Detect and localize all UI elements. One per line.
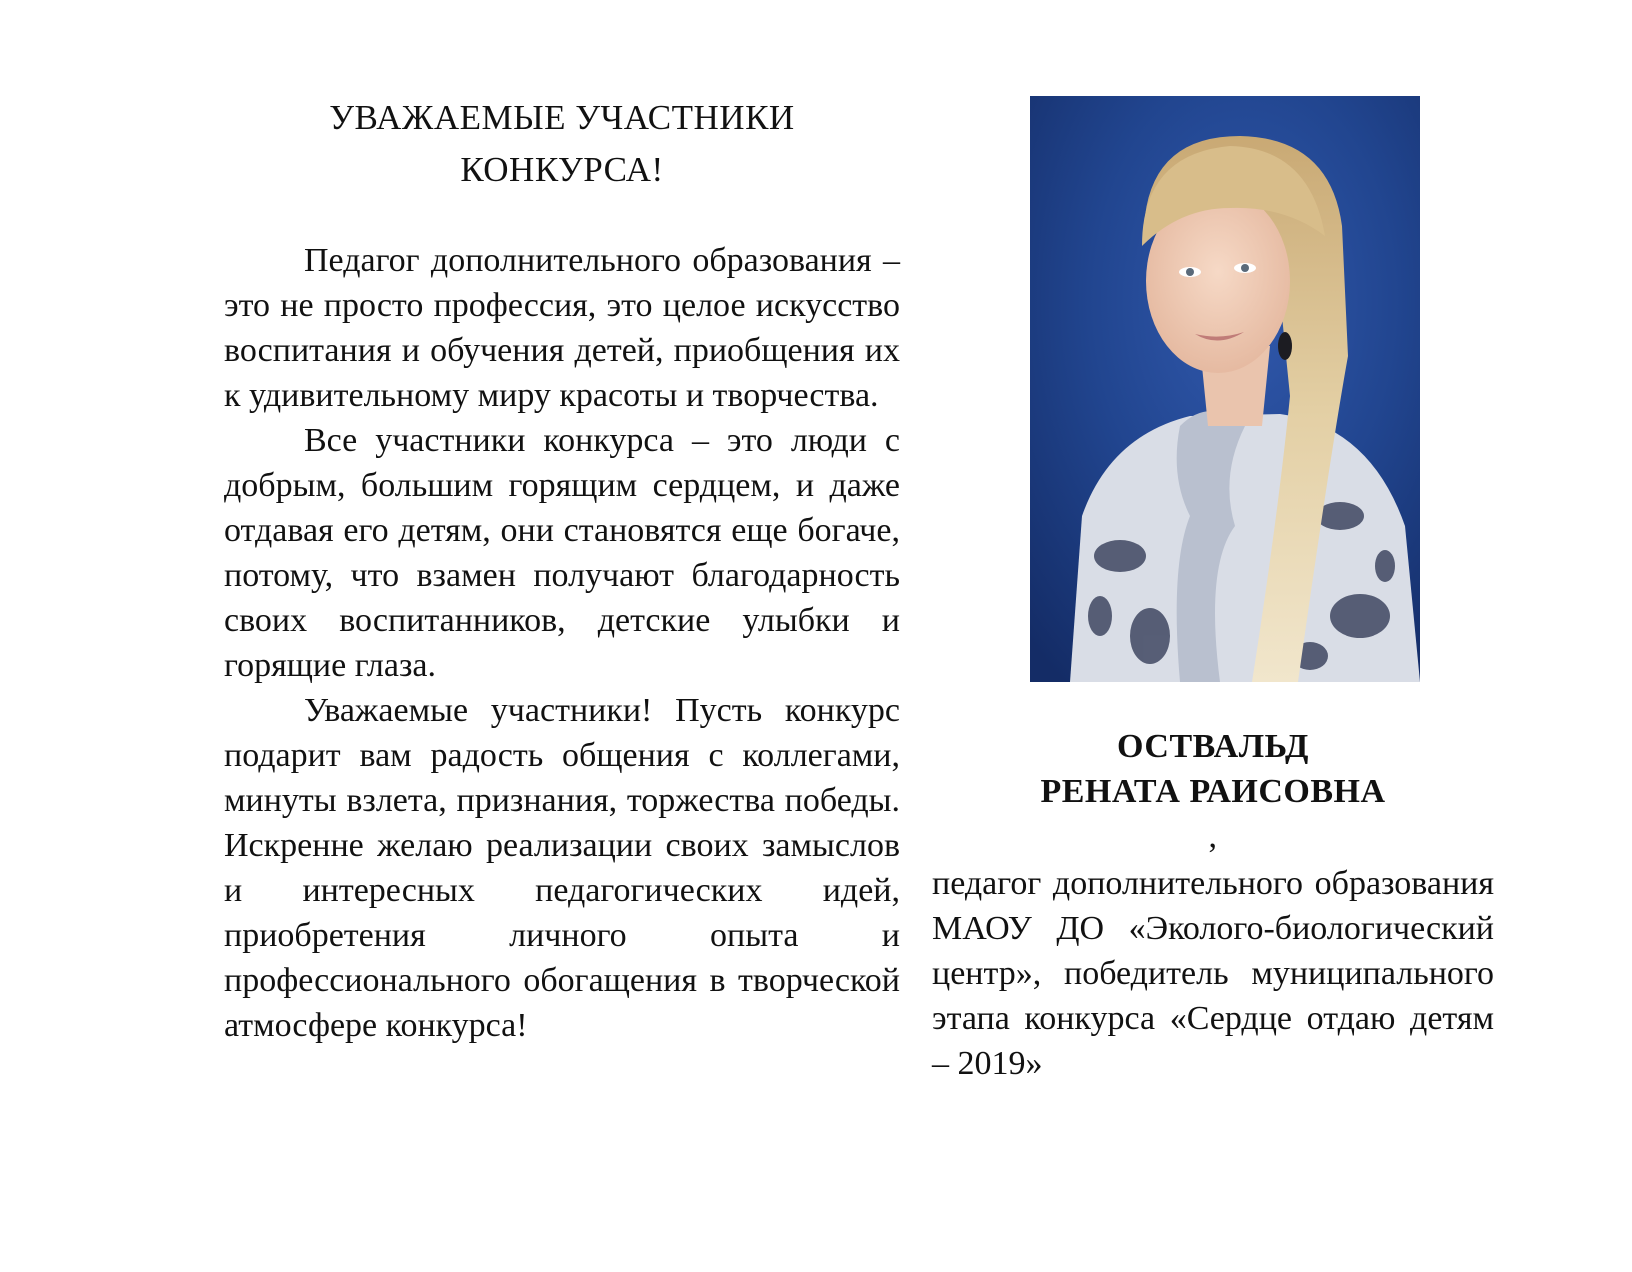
author-caption-column [932,724,1494,1086]
author-name [932,724,1494,859]
paragraph-wishes: Уважаемые участники! Пусть конкурс подарит вам радость общения с коллегами, минуты взлета, признания, торжества победы. Искренне желаю реализации своих замыслов и интересных педагогических идей, приобретения личного опыта и профессионального обогащения в творческой атмосфере конкурса! [224,692,900,1044]
greeting-line-2: КОНКУРСА! [460,150,664,189]
author-description: педагог дополнительного образования МАОУ ДО «Эколого-биологический центр», победитель муниципального этапа конкурса «Сердце отдаю детям – 2019» [932,865,1494,1082]
author-given-names: РЕНАТА РАИСОВНА [1040,773,1386,810]
author-portrait-photo [1030,96,1420,682]
greeting-line-1: УВАЖАЕМЫЕ УЧАСТНИКИ [329,98,795,137]
portrait-illustration [1030,96,1420,682]
greeting-heading [224,92,900,196]
paragraph-participants: Все участники конкурса – это люди с добрым, большим горящим сердцем, и даже отдавая его детям, они становятся еще богаче, потому, что взамен получают благодарность своих воспитанников, детские улыбки и горящие глаза. [224,422,900,684]
author-name-comma: , [1208,818,1218,855]
paragraph-profession: Педагог дополнительного образования – это не просто профессия, это целое искусство воспитания и обучения детей, приобщения их к удивительному миру красоты и творчества. [224,242,900,414]
author-given-names-line [932,769,1494,859]
author-surname: ОСТВАЛЬД [1117,728,1309,765]
address-column [224,92,900,1048]
